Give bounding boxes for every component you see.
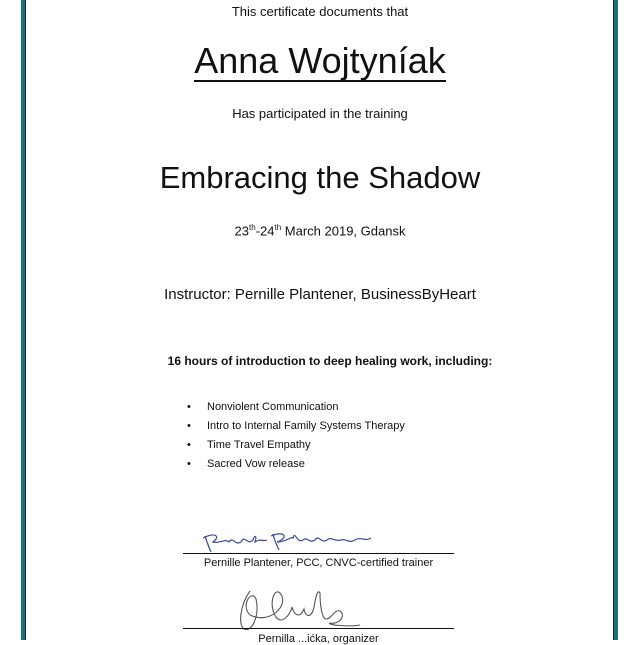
bullet-icon: • <box>187 458 191 470</box>
right-border <box>613 0 618 640</box>
date-location: March 2019, Gdansk <box>281 223 406 239</box>
instructor-text: Instructor: Pernille Plantener, BusinessByHeart <box>164 286 476 303</box>
list-item <box>187 417 405 436</box>
date-end: -24 <box>255 223 275 239</box>
bullet-icon: • <box>187 420 191 432</box>
topic-label: Time Travel Empathy <box>207 439 311 451</box>
list-item <box>187 455 405 474</box>
hours-text: 16 hours of introduction to deep healing work, including: <box>167 354 493 368</box>
date-sup: th <box>274 223 282 232</box>
date-start: 23 <box>234 223 250 239</box>
date-sup: th <box>249 223 256 232</box>
list-item <box>187 436 405 455</box>
left-border <box>21 0 26 640</box>
topic-label: Intro to Internal Family Systems Therapy <box>207 420 405 432</box>
signature-2-label: Pernilla ...ićka, organizer <box>258 633 379 645</box>
signature-1-label: Pernille Plantener, PCC, CNVC-certified trainer <box>203 557 434 569</box>
training-dates <box>0 223 640 238</box>
topic-label: Nonviolent Communication <box>207 401 339 413</box>
recipient-name-text: Anna Wojtyníak <box>194 40 446 81</box>
bullet-icon: • <box>187 439 191 451</box>
topic-list <box>187 398 405 474</box>
training-title: Embracing the Shadow <box>159 160 481 195</box>
intro-text: This certificate documents that <box>231 4 409 19</box>
signature-line <box>183 553 454 554</box>
participated-text: Has participated in the training <box>232 106 408 121</box>
signature-1-icon <box>195 528 395 554</box>
recipient-name <box>0 40 640 82</box>
list-item <box>187 398 405 417</box>
topic-label: Sacred Vow release <box>207 458 305 470</box>
signature-line <box>183 628 454 629</box>
bullet-icon: • <box>187 401 191 413</box>
